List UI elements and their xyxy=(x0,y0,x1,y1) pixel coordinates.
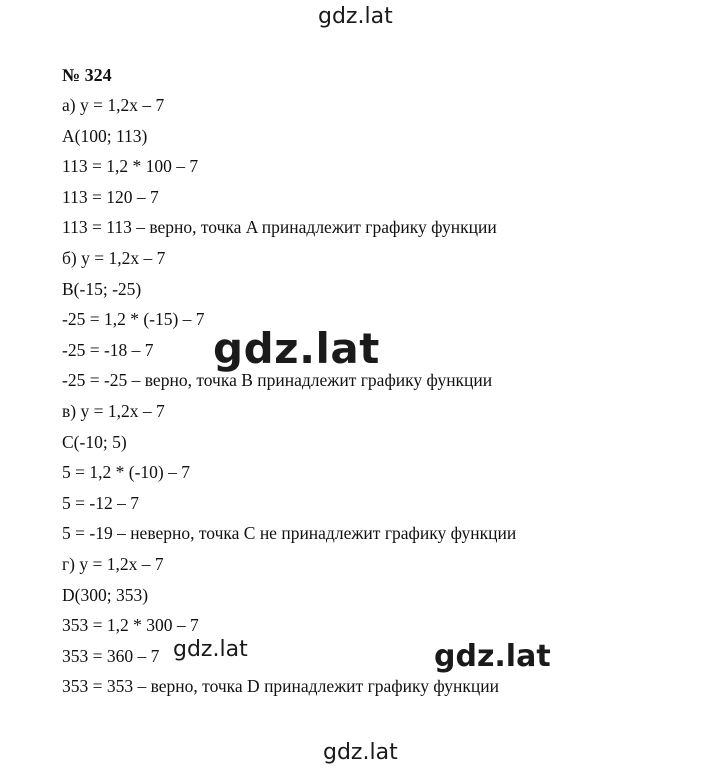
solution-line: 113 = 113 – верно, точка A принадлежит графику функции xyxy=(62,217,497,238)
solution-line: 113 = 120 – 7 xyxy=(62,186,159,207)
solution-line: 5 = -12 – 7 xyxy=(62,492,139,513)
watermark-center: gdz.lat xyxy=(213,324,380,373)
solution-line: D(300; 353) xyxy=(62,584,149,605)
solution-line: 353 = 1,2 * 300 – 7 xyxy=(62,615,199,636)
solution-line: б) y = 1,2x – 7 xyxy=(62,247,166,268)
solution-line: -25 = 1,2 * (-15) – 7 xyxy=(62,309,205,330)
solution-line: а) y = 1,2x – 7 xyxy=(62,95,165,115)
problem-number: № 324 xyxy=(62,65,112,85)
solution-line: -25 = -18 – 7 xyxy=(62,339,154,360)
solution-line: 5 = -19 – неверно, точка C не принадлежит графику функции xyxy=(62,523,517,544)
watermark-lower-right: gdz.lat xyxy=(434,639,551,674)
solution-line: г) y = 1,2x – 7 xyxy=(62,553,164,574)
solution-line: в) y = 1,2x – 7 xyxy=(62,400,165,421)
solution-line: -25 = -25 – верно, точка B принадлежит графику функции xyxy=(62,370,493,391)
solution-block xyxy=(62,64,682,706)
solution-line: B(-15; -25) xyxy=(62,278,142,299)
solution-line: 5 = 1,2 * (-10) – 7 xyxy=(62,462,190,483)
solution-line: 113 = 1,2 * 100 – 7 xyxy=(62,156,199,177)
watermark-top: gdz.lat xyxy=(318,4,393,29)
watermark-bottom: gdz.lat xyxy=(323,740,398,765)
watermark-lower-left: gdz.lat xyxy=(173,637,248,662)
solution-line: 353 = 360 – 7 xyxy=(62,645,160,666)
solution-line: C(-10; 5) xyxy=(62,431,127,452)
solution-line: A(100; 113) xyxy=(62,125,148,146)
solution-line: 353 = 353 – верно, точка D принадлежит графику функции xyxy=(62,676,499,697)
